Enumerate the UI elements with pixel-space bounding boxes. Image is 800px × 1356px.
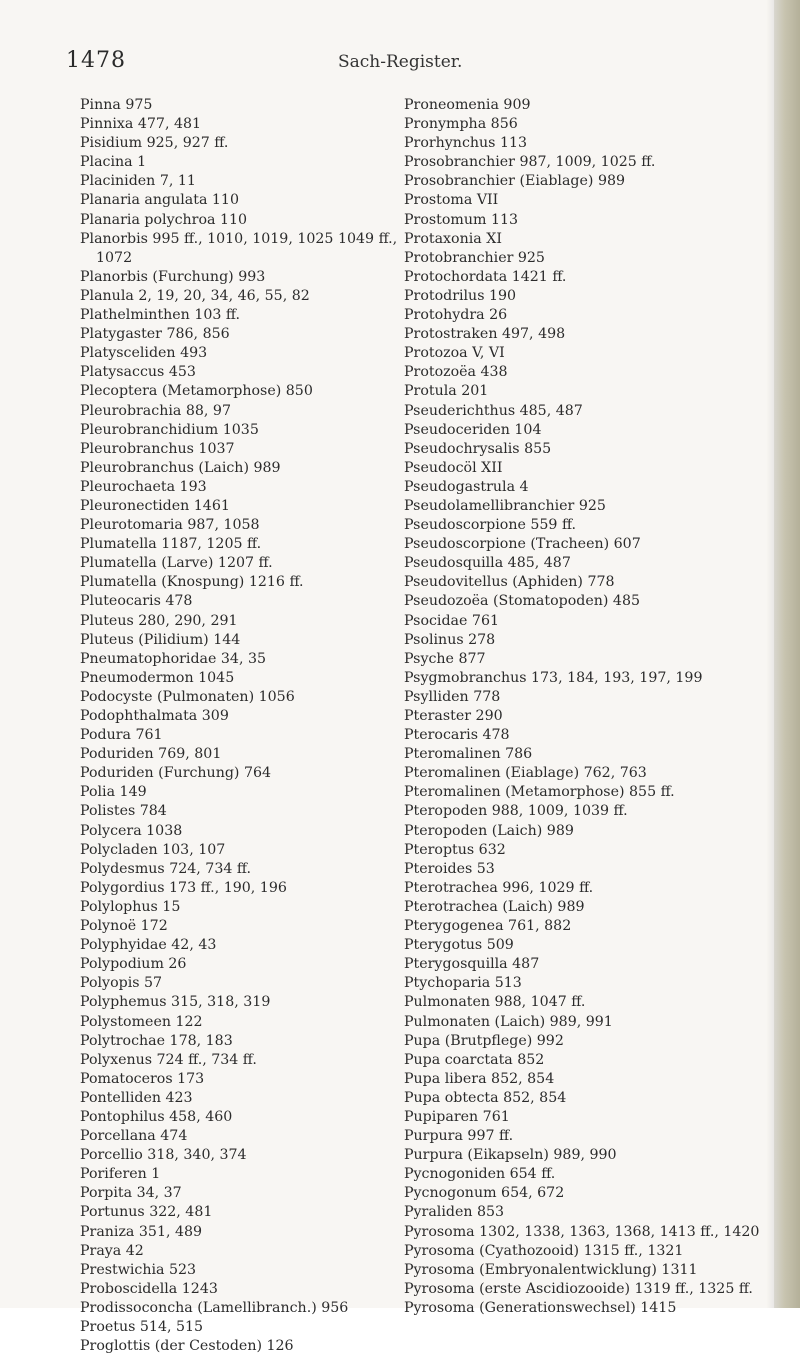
index-entry: Polistes 784 (80, 803, 167, 820)
index-entry: Pteropoden (Laich) 989 (404, 822, 574, 839)
index-entry: Psocidae 761 (404, 612, 499, 629)
index-entry: Pupiparen 761 (404, 1108, 510, 1125)
index-entry: Pneumodermon 1045 (80, 669, 235, 686)
index-entry: Pteroptus 632 (404, 841, 506, 858)
index-entry: Plecoptera (Metamorphose) 850 (80, 383, 313, 400)
index-entry: Pinna 975 (80, 97, 153, 113)
index-entry: Pulmonaten (Laich) 989, 991 (404, 1013, 613, 1030)
index-entry: Pontelliden 423 (80, 1089, 193, 1106)
index-entry: Pteromalinen 786 (404, 746, 533, 763)
index-entry: Polia 149 (80, 784, 147, 801)
index-entry: Pleurobranchus (Laich) 989 (80, 459, 281, 476)
index-entry: Pontophilus 458, 460 (80, 1108, 233, 1125)
index-entry: Poduriden 769, 801 (80, 746, 222, 763)
index-entry: Protaxonia XI (404, 230, 502, 247)
index-entry: Psylliden 778 (404, 688, 501, 705)
index-entry: Polyopis 57 (80, 975, 163, 992)
index-entry: Pseudozoëa (Stomatopoden) 485 (404, 593, 640, 610)
index-entry: Praya 42 (80, 1242, 144, 1259)
index-entry: Polylophus 15 (80, 898, 181, 915)
index-entry: Polydesmus 724, 734 ff. (80, 860, 251, 877)
index-entry: Pyrosoma (Embryonalentwicklung) 1311 (404, 1261, 698, 1278)
index-entry: Pleurotomaria 987, 1058 (80, 517, 260, 534)
index-entry: Pterygotus 509 (404, 937, 514, 954)
index-entry: Pinnixa 477, 481 (80, 116, 202, 133)
index-entry: Psygmobranchus 173, 184, 193, 197, 199 (404, 669, 703, 686)
index-entry: Pleurobranchus 1037 (80, 440, 235, 457)
index-entry: Psolinus 278 (404, 631, 496, 648)
index-entry: Polytrochae 178, 183 (80, 1032, 233, 1049)
index-entry: Pyrosoma (erste Ascidiozooide) 1319 ff., 1325 ff. (404, 1280, 753, 1297)
index-entry: Placiniden 7, 11 (80, 173, 196, 190)
index-entry: Pseudochrysalis 855 (404, 440, 552, 457)
index-entry: Plumatella (Knospung) 1216 ff. (80, 574, 304, 591)
index-entry: Pseudosquilla 485, 487 (404, 555, 571, 572)
index-entry: Pteromalinen (Eiablage) 762, 763 (404, 765, 647, 782)
index-entry: Polyphyidae 42, 43 (80, 937, 217, 954)
index-entry: Platysceliden 493 (80, 345, 208, 362)
index-entry: Prorhynchus 113 (404, 135, 528, 152)
index-entry: Ptychoparia 513 (404, 975, 522, 992)
index-entry: Polycera 1038 (80, 822, 183, 839)
index-entry: Pronympha 856 (404, 116, 518, 133)
index-entry: Plathelminthen 103 ff. (80, 307, 240, 324)
index-entry: Pseudocöl XII (404, 459, 503, 476)
index-column-right (404, 96, 764, 1318)
index-entry: Pteroides 53 (404, 860, 495, 877)
index-entry: Protostraken 497, 498 (404, 326, 566, 343)
index-entry: Pseudolamellibranchier 925 (404, 497, 606, 514)
index-entry: Pluteus 280, 290, 291 (80, 612, 238, 629)
index-entry: Protohydra 26 (404, 307, 508, 324)
index-entry: Pterocaris 478 (404, 727, 510, 744)
index-entry: Pteraster 290 (404, 708, 503, 724)
index-entry: Polynoë 172 (80, 918, 168, 935)
index-entry: Pulmonaten 988, 1047 ff. (404, 994, 586, 1011)
index-entry: Prodissoconcha (Lamellibranch.) 956 (80, 1299, 349, 1316)
index-entry: Pteropoden 988, 1009, 1039 ff. (404, 803, 628, 820)
index-entry: Pseudoceriden 104 (404, 421, 542, 438)
index-entry: Planula 2, 19, 20, 34, 46, 55, 82 (80, 287, 310, 304)
index-entry: Purpura (Eikapseln) 989, 990 (404, 1147, 617, 1164)
index-entry: Poriferen 1 (80, 1166, 161, 1183)
index-column-left (80, 96, 410, 1356)
index-entry: Polypodium 26 (80, 956, 187, 973)
index-entry: Pleurochaeta 193 (80, 478, 207, 495)
page-edge-shadow (766, 0, 774, 1308)
index-entry: Pseudoscorpione (Tracheen) 607 (404, 536, 641, 553)
index-entry: Protobranchier 925 (404, 249, 545, 266)
index-entry: Protozoëa 438 (404, 364, 508, 381)
index-entry: Pyrosoma 1302, 1338, 1363, 1368, 1413 ff., 1420 (404, 1223, 760, 1240)
index-entry: Protodrilus 190 (404, 287, 517, 304)
index-entry: Podophthalmata 309 (80, 708, 229, 724)
index-entry: Prostoma VII (404, 192, 499, 209)
index-entry: Pneumatophoridae 34, 35 (80, 650, 267, 667)
index-entry: Pteromalinen (Metamorphose) 855 ff. (404, 784, 675, 801)
index-entry: Planorbis (Furchung) 993 (80, 268, 266, 285)
index-entry: Pluteocaris 478 (80, 593, 193, 610)
index-entry: Plumatella (Larve) 1207 ff. (80, 555, 273, 572)
index-entry: Pupa coarctata 852 (404, 1051, 545, 1068)
index-entry: Pupa obtecta 852, 854 (404, 1089, 567, 1106)
index-entry: Planorbis 995 ff., 1010, 1019, 1025 1049 ff., 1072 (80, 230, 398, 266)
index-entry: Porcellio 318, 340, 374 (80, 1147, 247, 1164)
index-entry: Polyphemus 315, 318, 319 (80, 994, 271, 1011)
index-entry: Pseudoscorpione 559 ff. (404, 517, 577, 534)
index-entry: Pseudovitellus (Aphiden) 778 (404, 574, 615, 591)
book-edge (774, 0, 800, 1308)
index-entry: Placina 1 (80, 154, 147, 171)
index-entry: Prestwichia 523 (80, 1261, 197, 1278)
index-entry: Pseuderichthus 485, 487 (404, 402, 583, 419)
index-entry: Proetus 514, 515 (80, 1319, 204, 1335)
index-entry: Protochordata 1421 ff. (404, 268, 567, 285)
running-head: Sach-Register. (338, 52, 463, 72)
index-entry: Polyxenus 724 ff., 734 ff. (80, 1051, 257, 1068)
index-entry: Prosobranchier (Eiablage) 989 (404, 173, 626, 190)
index-entry: Polystomeen 122 (80, 1013, 203, 1030)
index-entry: Portunus 322, 481 (80, 1204, 213, 1221)
index-entry: Pyrosoma (Generationswechsel) 1415 (404, 1299, 677, 1316)
index-entry: Pseudogastrula 4 (404, 478, 529, 495)
index-entry: Prosobranchier 987, 1009, 1025 ff. (404, 154, 656, 171)
index-entry: Protula 201 (404, 383, 489, 400)
index-entry: Prostomum 113 (404, 211, 519, 228)
index-entry: Proboscidella 1243 (80, 1280, 218, 1297)
index-entry: Pisidium 925, 927 ff. (80, 135, 229, 152)
index-entry: Pterygosquilla 487 (404, 956, 540, 973)
page-number: 1478 (66, 48, 126, 73)
index-entry: Protozoa V, VI (404, 345, 505, 362)
index-entry: Praniza 351, 489 (80, 1223, 203, 1240)
index-entry: Planaria angulata 110 (80, 192, 239, 209)
index-entry: Pomatoceros 173 (80, 1070, 205, 1087)
index-entry: Poduriden (Furchung) 764 (80, 765, 272, 782)
index-entry: Pyrosoma (Cyathozooid) 1315 ff., 1321 (404, 1242, 684, 1259)
index-entry: Pupa libera 852, 854 (404, 1070, 555, 1087)
index-entry: Pycnogoniden 654 ff. (404, 1166, 556, 1183)
index-entry: Pterygogenea 761, 882 (404, 918, 572, 935)
index-entry: Porpita 34, 37 (80, 1185, 182, 1202)
index-entry: Pterotrachea (Laich) 989 (404, 898, 585, 915)
index-entry: Pyraliden 853 (404, 1204, 505, 1221)
index-entry: Psyche 877 (404, 650, 486, 667)
index-entry: Pluteus (Pilidium) 144 (80, 631, 241, 648)
index-entry: Podocyste (Pulmonaten) 1056 (80, 688, 295, 705)
index-entry: Podura 761 (80, 727, 163, 744)
index-entry: Pterotrachea 996, 1029 ff. (404, 879, 594, 896)
index-entry: Porcellana 474 (80, 1128, 188, 1145)
index-entry: Pleurobrachia 88, 97 (80, 402, 231, 419)
index-entry: Platygaster 786, 856 (80, 326, 230, 343)
index-entry: Pleuronectiden 1461 (80, 497, 230, 514)
index-entry: Proneomenia 909 (404, 97, 531, 113)
index-entry: Pupa (Brutpflege) 992 (404, 1032, 564, 1049)
index-entry: Planaria polychroa 110 (80, 211, 248, 228)
index-entry: Proglottis (der Cestoden) 126 (80, 1338, 294, 1355)
index-entry: Plumatella 1187, 1205 ff. (80, 536, 262, 553)
index-entry: Platysaccus 453 (80, 364, 196, 381)
index-entry: Polygordius 173 ff., 190, 196 (80, 879, 287, 896)
index-entry: Polycladen 103, 107 (80, 841, 226, 858)
index-entry: Pycnogonum 654, 672 (404, 1185, 565, 1202)
index-entry: Pleurobranchidium 1035 (80, 421, 259, 438)
index-entry: Purpura 997 ff. (404, 1128, 514, 1145)
